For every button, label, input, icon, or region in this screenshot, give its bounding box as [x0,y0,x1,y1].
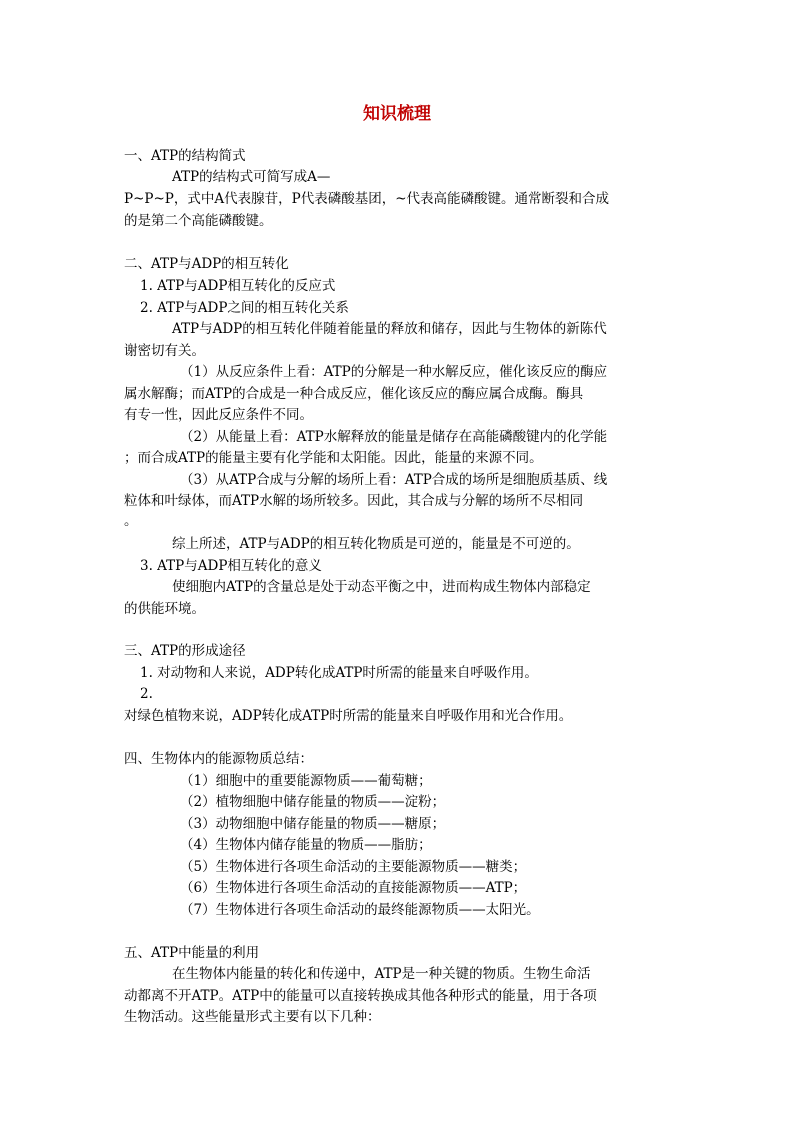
paragraph-line: ATP与ADP的相互转化伴随着能量的释放和储存，因此与生物体的新陈代 [172,321,607,337]
section-2-heading: 二、ATP与ADP的相互转化 [124,256,289,272]
paragraph-line: 使细胞内ATP的含量总是处于动态平衡之中，进而构成生物体内部稳定 [172,579,591,595]
section-5-heading: 五、ATP中能量的利用 [124,945,260,961]
section-1-heading: 一、ATP的结构简式 [124,148,246,164]
list-item: （1）细胞中的重要能源物质——葡萄糖； [180,773,432,789]
paragraph-line: 粒体和叶绿体，而ATP水解的场所较多。因此，其合成与分解的场所不尽相同 [124,493,584,509]
paragraph-line: 动都离不开ATP。ATP中的能量可以直接转换成其他各种形式的能量，用于各项 [124,988,597,1004]
paragraph-line: （3）从ATP合成与分解的场所上看：ATP合成的场所是细胞质基质、线 [180,472,608,488]
paragraph-line: （1）从反应条件上看：ATP的分解是一种水解反应，催化该反应的酶应 [180,364,608,380]
list-item: 1. ATP与ADP相互转化的反应式 [140,278,336,294]
paragraph-line: 生物活动。这些能量形式主要有以下几种： [124,1009,381,1025]
paragraph-line: ；而合成ATP的能量主要有化学能和太阳能。因此，能量的来源不同。 [124,450,543,466]
section-3-heading: 三、ATP的形成途径 [124,643,246,659]
paragraph-line: 综上所述，ATP与ADP的相互转化物质是可逆的，能量是不可逆的。 [172,536,580,552]
paragraph-line: ATP的结构式可简写成A— [172,169,331,185]
paragraph-line: 在生物体内能量的转化和传递中，ATP是一种关键的物质。生物生命活 [172,966,591,982]
list-item: （3）动物细胞中储存能量的物质——糖原； [180,816,446,832]
paragraph-line: 的是第二个高能磷酸键。 [124,213,273,229]
list-item: 3. ATP与ADP相互转化的意义 [140,558,322,574]
list-item: 1. 对动物和人来说，ADP转化成ATP时所需的能量来自呼吸作用。 [140,665,538,681]
paragraph-line: 谢密切有关。 [124,343,205,359]
section-4-heading: 四、生物体内的能源物质总结： [124,751,313,767]
page-title: 知识梳理 [363,104,431,124]
paragraph-line: 属水解酶；而ATP的合成是一种合成反应，催化该反应的酶应属合成酶。酶具 [124,386,584,402]
list-item: （6）生物体进行各项生命活动的直接能源物质——ATP； [180,880,527,896]
list-item: （4）生物体内储存能量的物质——脂肪； [180,837,432,853]
paragraph-line: 。 [124,513,138,529]
list-item: （5）生物体进行各项生命活动的主要能源物质——糖类； [180,859,527,875]
list-item: 2. ATP与ADP之间的相互转化关系 [140,300,349,316]
paragraph-line: （2）从能量上看：ATP水解释放的能量是储存在高能磷酸键内的化学能 [180,429,608,445]
paragraph-line: 有专一性，因此反应条件不同。 [124,407,313,423]
paragraph-line: P~P~P，式中A代表腺苷，P代表磷酸基团，~代表高能磷酸键。通常断裂和合成 [124,191,610,207]
list-item: （7）生物体进行各项生命活动的最终能源物质——太阳光。 [180,902,540,918]
list-item: （2）植物细胞中储存能量的物质——淀粉； [180,794,446,810]
paragraph-line: 的供能环境。 [124,601,205,617]
list-item: 2. [140,686,153,702]
paragraph-line: 对绿色植物来说，ADP转化成ATP时所需的能量来自呼吸作用和光合作用。 [124,708,573,724]
